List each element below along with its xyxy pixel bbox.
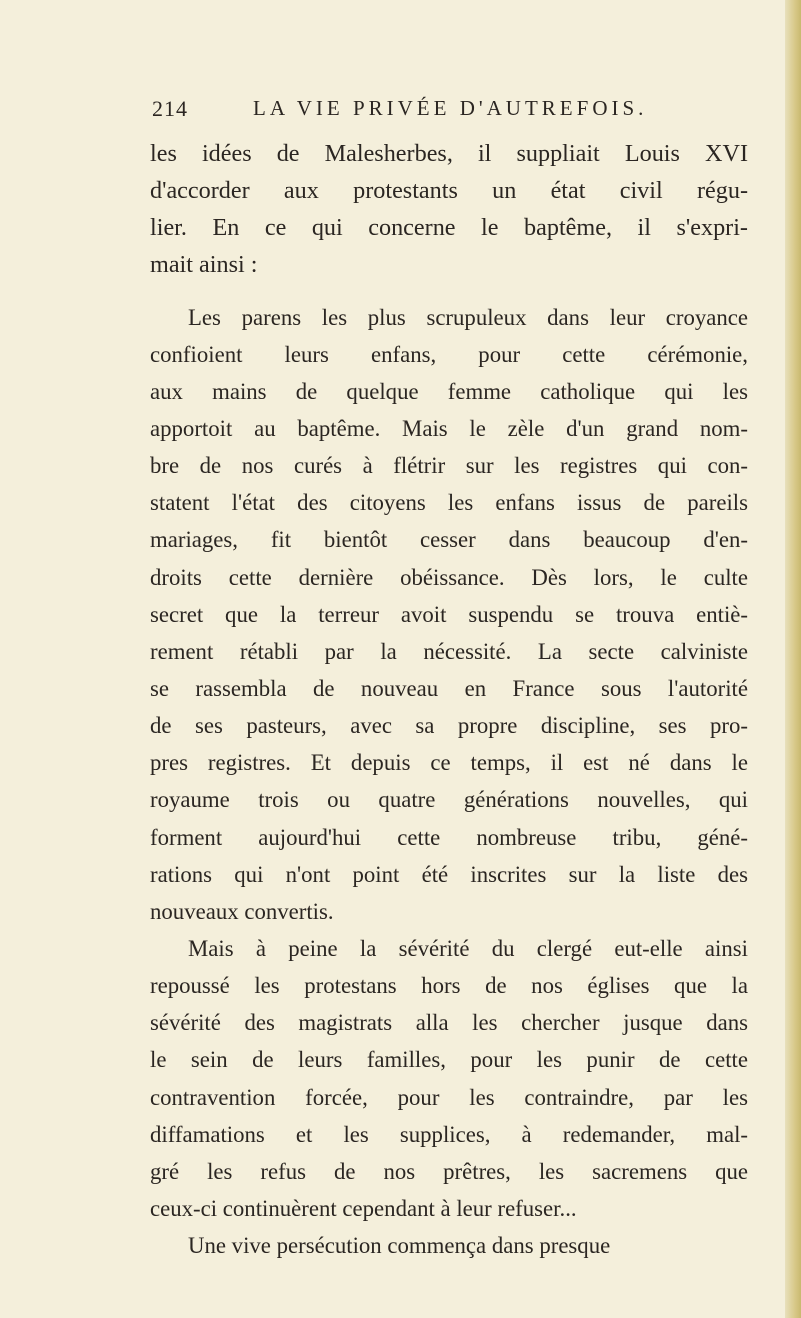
text-line: Une vive persécution commença dans presque [188, 1233, 611, 1259]
text-line: apportoit au baptême. Mais le zèle d'un grand nom- [150, 415, 748, 441]
page-header [0, 96, 801, 126]
text-line: contravention forcée, pour les contraindre, par les [150, 1084, 748, 1110]
text-line: droits cette dernière obéissance. Dès lors, le culte [150, 564, 748, 590]
paragraph-gap [150, 284, 748, 299]
text-line: diffamations et les supplices, à redemander, mal- [150, 1121, 748, 1147]
text-line: sévérité des magistrats alla les chercher jusque dans [150, 1010, 748, 1036]
text-line: d'accorder aux protestants un état civil régu- [150, 176, 748, 204]
text-line: aux mains de quelque femme catholique qui les [150, 378, 748, 404]
page-number: 214 [152, 96, 188, 121]
text-line: rations qui n'ont point été inscrites sur la liste des [150, 861, 748, 887]
text-line: confioient leurs enfans, pour cette cérémonie, [150, 341, 748, 367]
text-line: de ses pasteurs, avec sa propre discipline, ses pro- [150, 713, 748, 739]
text-line: le sein de leurs familles, pour les punir de cette [150, 1047, 748, 1073]
text-line: se rassembla de nouveau en France sous l'autorité [150, 675, 748, 701]
text-line: Les parens les plus scrupuleux dans leur croyance [188, 304, 748, 330]
quoted-passage [150, 299, 748, 1265]
text-line: bre de nos curés à flétrir sur les registres qui con- [150, 453, 748, 479]
page-edge [785, 0, 801, 1318]
text-line: les idées de Malesherbes, il suppliait Louis XVI [150, 140, 748, 167]
text-line: gré les refus de nos prêtres, les sacremens que [150, 1158, 748, 1184]
text-line: mariages, fit bientôt cesser dans beaucoup d'en- [150, 527, 748, 553]
text-line: statent l'état des citoyens les enfans issus de pareils [150, 490, 748, 516]
text-line: lier. En ce qui concerne le baptême, il s'expri- [150, 213, 748, 241]
text-line: repoussé les protestans hors de nos églises que la [150, 973, 748, 999]
text-line: mait ainsi : [150, 250, 258, 278]
intro-paragraph [150, 136, 748, 284]
text-line: forment aujourd'hui cette nombreuse tribu, géné- [150, 824, 748, 850]
text-line: pres registres. Et depuis ce temps, il est né dans le [150, 750, 748, 776]
text-line: ceux-ci continuèrent cependant à leur refuser... [150, 1195, 577, 1221]
text-line: rement rétabli par la nécessité. La secte calviniste [150, 638, 748, 664]
text-line: Mais à peine la sévérité du clergé eut-elle ainsi [188, 935, 748, 961]
running-title: LA VIE PRIVÉE D'AUTREFOIS. [253, 96, 648, 120]
text-line: royaume trois ou quatre générations nouvelles, qui [150, 787, 748, 813]
text-line: secret que la terreur avoit suspendu se trouva entiè- [150, 601, 748, 627]
page-body [150, 136, 748, 1264]
text-line: nouveaux convertis. [150, 898, 334, 924]
